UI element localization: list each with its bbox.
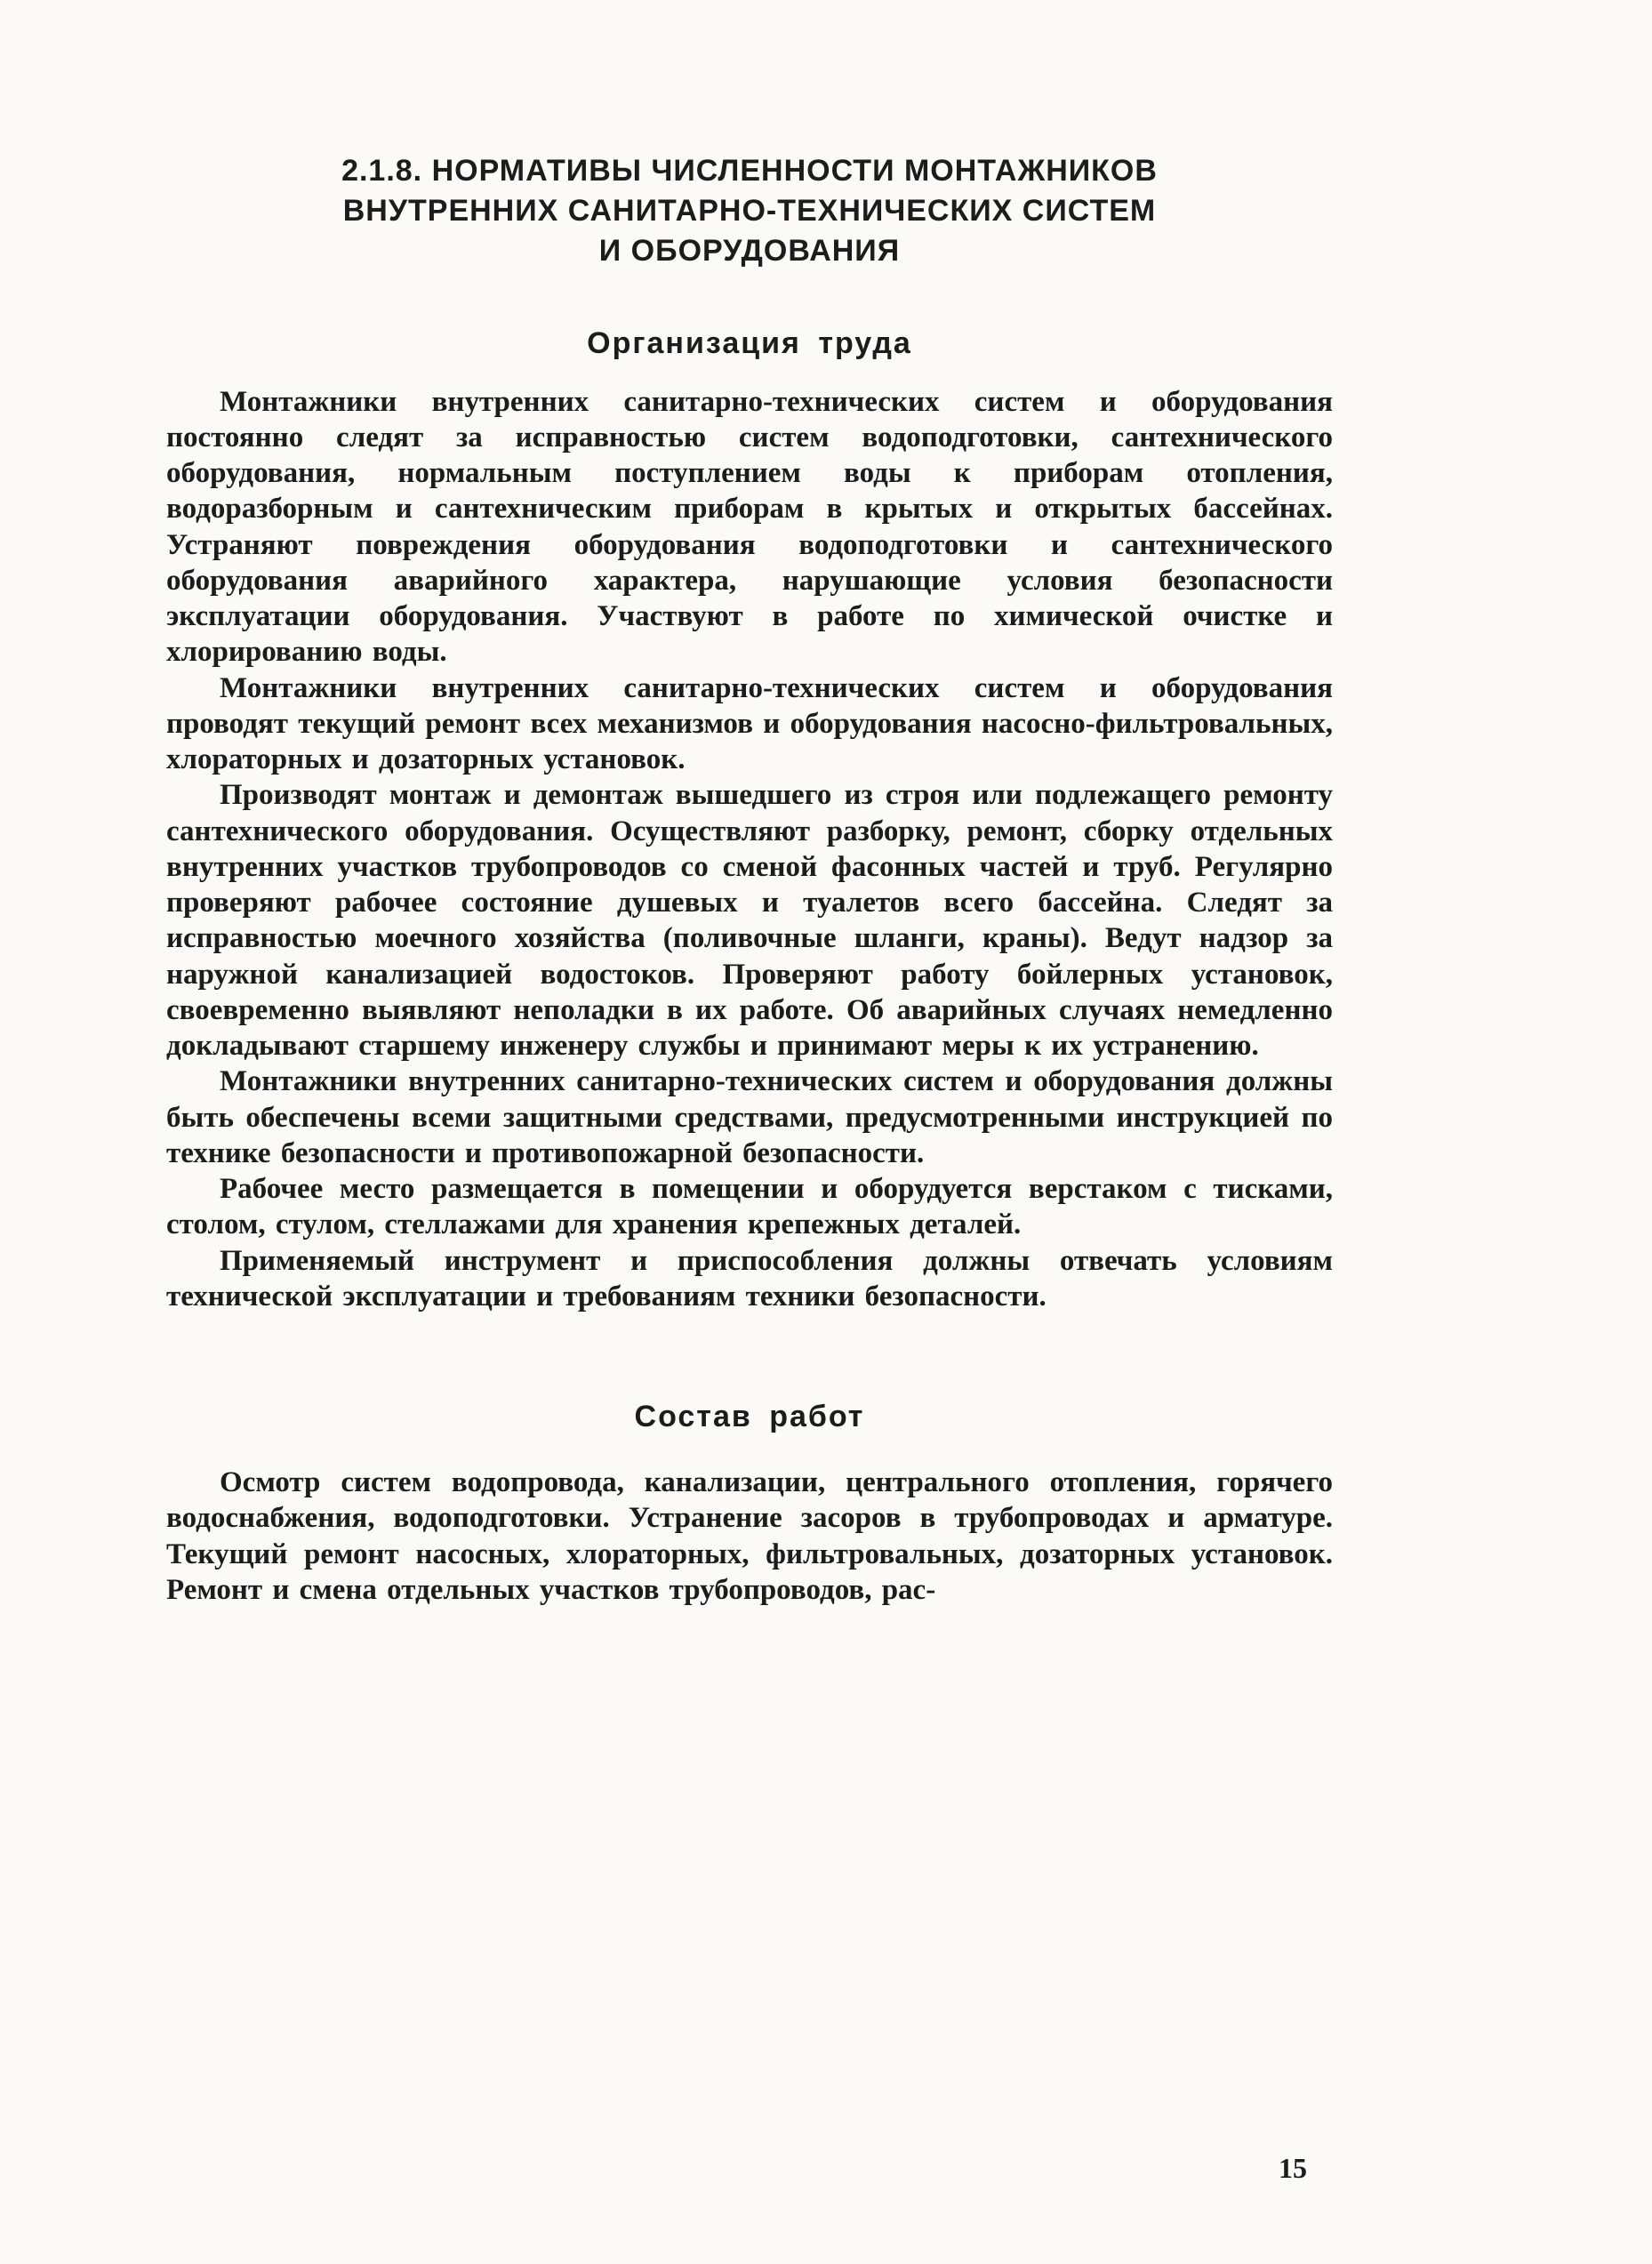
text-column xyxy=(166,151,1333,1608)
page-number: 15 xyxy=(1279,2152,1307,2184)
section-body-organization-of-labor xyxy=(166,384,1333,1315)
body-paragraph: Монтажники внутренних санитарно-технических систем и оборудования проводят текущий ремонт всех механизмов и оборудования насосно-фильтровальных, хлораторных и дозаторных установок. xyxy=(166,671,1333,776)
chapter-title xyxy=(166,151,1333,271)
section-heading-organization-of-labor: Организация труда xyxy=(587,325,912,360)
body-paragraph: Производят монтаж и демонтаж вышедшего из строя или подлежащего ремонту сантехнического оборудования. Осуществляют разборку, ремонт, сборку отдельных внутренних участков трубопроводов со сменой фасонных частей и труб. Регулярно проверяют рабочее состояние душевых и туалетов всего бассейна. Следят за исправностью моечного хозяйства (поливочные шланги, краны). Ведут надзор за наружной канализацией водостоков. Проверяют работу бойлерных установок, своевременно выявляют неполадки в их работе. Об аварийных случаях немедленно докладывают старшему инженеру службы и принимают меры к их устранению. xyxy=(166,779,1333,1063)
body-paragraph: Монтажники внутренних санитарно-технических систем и оборудования постоянно следят за исправностью систем водоподготовки, сантехнического оборудования, нормальным поступлением воды к приборам отопления, водоразборным и сантехническим приборам в крытых и открытых бассейнах. Устраняют повреждения оборудования водоподготовки и сантехнического оборудования аварийного характера, нарушающие условия безопасности эксплуатации оборудования. Участвуют в работе по химической очистке и хлорированию воды. xyxy=(166,385,1333,669)
section-body-scope-of-work xyxy=(166,1465,1333,1608)
chapter-title-line: ВНУТРЕННИХ САНИТАРНО-ТЕХНИЧЕСКИХ СИСТЕМ xyxy=(342,193,1157,228)
chapter-title-line: 2.1.8. НОРМАТИВЫ ЧИСЛЕННОСТИ МОНТАЖНИКОВ xyxy=(341,154,1158,188)
body-paragraph: Монтажники внутренних санитарно-технических систем и оборудования должны быть обеспечены всеми защитными средствами, предусмотренными инструкцией по технике безопасности и противопожарной безопасности. xyxy=(166,1065,1333,1169)
section-heading-scope-of-work: Состав работ xyxy=(634,1400,865,1434)
chapter-title-line: И ОБОРУДОВАНИЯ xyxy=(598,233,901,268)
body-paragraph: Осмотр систем водопровода, канализации, центрального отопления, горячего водоснабжения, водоподготовки. Устранение засоров в трубопроводах и арматуре. Текущий ремонт насосных, хлораторных, фильтровальных, дозаторных установок. Ремонт и смена отдельных участков трубопроводов, рас- xyxy=(166,1466,1333,1606)
body-paragraph: Рабочее место размещается в помещении и оборудуется верстаком с тисками, столом, стулом, стеллажами для хранения крепежных деталей. xyxy=(166,1173,1333,1241)
body-paragraph: Применяемый инструмент и приспособления должны отвечать условиям технической эксплуатации и требованиям техники безопасности. xyxy=(166,1244,1333,1313)
